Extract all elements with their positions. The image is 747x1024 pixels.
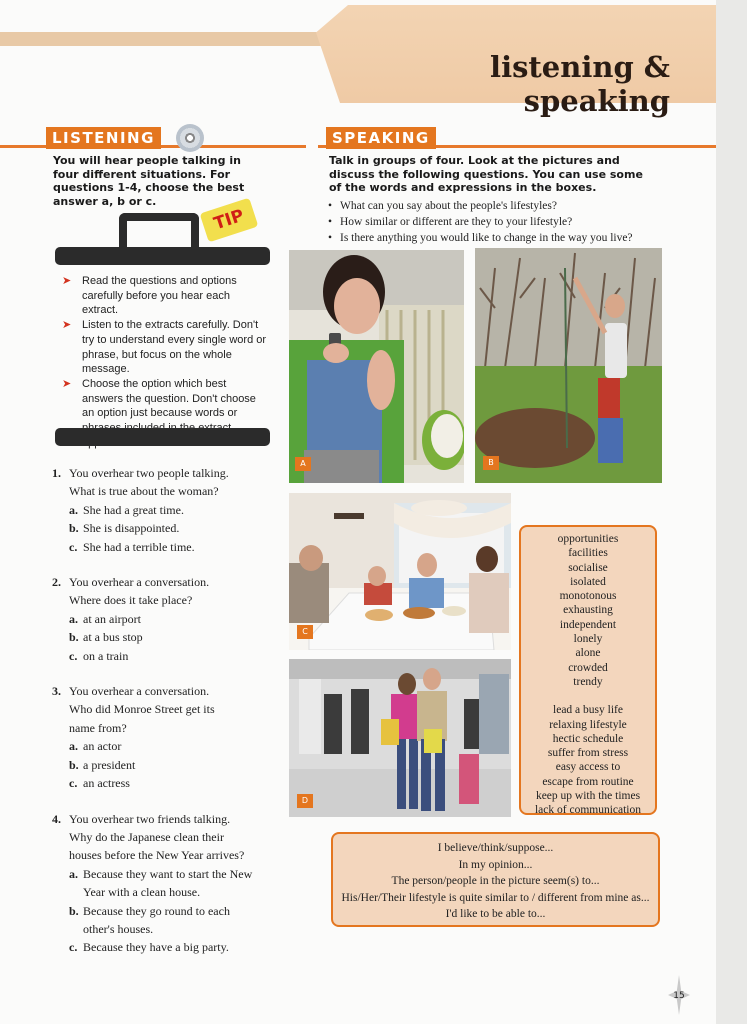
answer-option: a. an actor <box>69 739 122 754</box>
expression: His/Her/Their lifestyle is quite similar to / different from mine as... <box>341 891 650 904</box>
photo-b <box>475 248 662 483</box>
vocab-phrase: suffer from stress <box>547 747 629 760</box>
vocab-word: crowded <box>568 661 608 674</box>
expressions-box <box>331 832 660 927</box>
man-gardening-illustration <box>475 248 662 483</box>
speaking-heading: SPEAKING <box>326 127 436 149</box>
discussion-questions <box>328 198 668 246</box>
photo-label-d: D <box>297 794 313 808</box>
expression: The person/people in the picture seem(s) to... <box>391 875 600 887</box>
page-edge <box>716 0 747 1024</box>
answer-option: b. She is disappointed. <box>69 521 180 536</box>
vocab-word: independent <box>559 618 617 631</box>
photo-label-a: A <box>295 457 311 471</box>
listening-heading: LISTENING <box>46 127 161 149</box>
question <box>52 573 292 665</box>
vocab-phrase: keep up with the times <box>535 790 641 803</box>
vocab-phrase: easy access to <box>555 761 621 774</box>
answer-option: c. She had a terrible time. <box>69 539 195 554</box>
tip-tag: TIP <box>200 198 259 243</box>
tip-item: ➤ Read the questions and options carefully before you hear each extract. <box>62 274 267 318</box>
vocab-word: opportunities <box>557 533 619 545</box>
page-number: 15 <box>673 991 685 1001</box>
vocab-phrase: hectic schedule <box>552 732 624 745</box>
suitcase-bottom-icon <box>55 428 270 446</box>
question-number: 3. <box>52 684 61 699</box>
question-list <box>52 464 292 974</box>
vocab-word: socialise <box>568 561 608 574</box>
vocab-word: lonely <box>573 633 603 646</box>
listening-instructions: You will hear people talking in four different situations. For questions 1-4, choose the best answer a, b or c. <box>53 154 245 208</box>
vocab-phrase: lead a busy life <box>553 704 623 717</box>
vocab-word: exhausting <box>563 604 613 617</box>
expression: In my opinion... <box>458 858 533 871</box>
suitcase-top-icon <box>55 247 270 265</box>
question-stem: You overhear a conversation. Where does it take place? <box>69 575 210 608</box>
question-stem: You overhear two people talking. What is true about the woman? <box>69 466 229 499</box>
family-dinner-illustration <box>289 493 511 650</box>
discussion-question: • How similar or different are they to your lifestyle? <box>328 214 668 230</box>
vocab-word: trendy <box>573 675 603 688</box>
answer-option: a. Because they want to start the New Year with a clean house. <box>69 866 253 900</box>
answer-option: b. Because they go round to each other's houses. <box>69 903 230 936</box>
cd-icon <box>176 124 204 152</box>
answer-option: c. Because they have a big party. <box>69 940 229 955</box>
woman-on-phone-illustration <box>289 250 464 483</box>
tip-item: ➤ Choose the option which best answers the question. Don't choose an option just because words or <box>62 377 267 451</box>
question-number: 2. <box>52 575 61 590</box>
discussion-question: • Is there anything you would like to change in the way you live? <box>328 230 668 246</box>
discussion-question: • What can you say about the people's lifestyles? <box>328 198 668 214</box>
vocab-phrase: lack of communication <box>534 804 642 817</box>
answer-option: a. She had a great time. <box>69 502 184 517</box>
vocab-word: facilities <box>568 547 608 560</box>
question-number: 1. <box>52 466 61 480</box>
page-title: listening & speaking <box>490 50 670 118</box>
question <box>52 464 292 556</box>
vocab-word: monotonous <box>559 590 617 603</box>
expression: I believe/think/suppose... <box>437 842 554 854</box>
vocab-phrase: escape from routine <box>542 775 634 788</box>
answer-option: c. on a train <box>69 648 129 663</box>
answer-option: b. at a bus stop <box>69 630 143 645</box>
answer-option: a. at an airport <box>69 611 141 626</box>
question-number: 4. <box>52 811 61 826</box>
vocab-word: isolated <box>570 575 606 588</box>
vocabulary-box <box>519 525 657 815</box>
tip-item: ➤ Listen to the extracts carefully. Don't try to understand every single word or phrase, but focus on the whole message. <box>62 318 267 377</box>
question-stem: You overhear a conversation. Who did Monroe Street get its name from? <box>69 684 215 735</box>
tip-list <box>62 274 267 450</box>
photo-label-c: C <box>297 625 313 639</box>
question <box>52 682 292 792</box>
question <box>52 810 292 957</box>
expression: I'd like to be able to... <box>445 908 546 920</box>
photo-c <box>289 493 511 650</box>
answer-option: b. a president <box>69 757 136 772</box>
question-stem: You overhear two friends talking. Why do the Japanese clean their houses before the New Year arrives? <box>69 811 245 863</box>
speaking-instructions: Talk in groups of four. Look at the pictures and discuss the following questions. You can use some of the words and expressions in the boxes. <box>329 154 643 194</box>
photo-d <box>289 659 511 817</box>
shopping-couple-illustration <box>289 659 511 817</box>
photo-a <box>289 250 464 483</box>
vocab-word: alone <box>575 647 601 660</box>
answer-option: c. an actress <box>69 776 130 791</box>
vocab-phrase: relaxing lifestyle <box>549 718 627 731</box>
photo-label-b: B <box>483 456 499 470</box>
